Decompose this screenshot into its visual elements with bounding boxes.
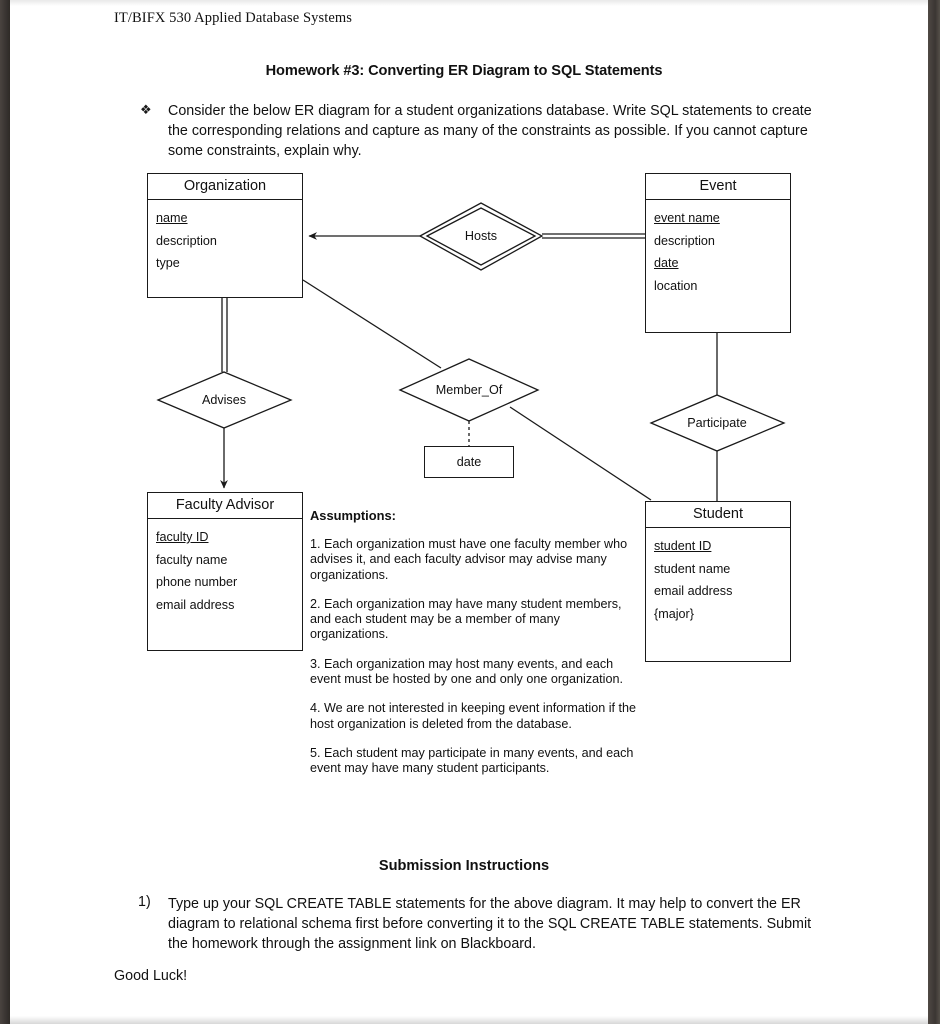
entity-faculty-advisor-title: Faculty Advisor [148, 493, 302, 519]
entity-student-title: Student [646, 502, 790, 528]
hosts-label: Hosts [464, 229, 498, 243]
assumption-item-4: 4. We are not interested in keeping event information if the host organization is deleted from the database. [310, 701, 636, 731]
attribute-name: name [156, 211, 188, 225]
viewer-right-edge [928, 0, 940, 1024]
assumptions-heading: Assumptions: [310, 508, 396, 523]
attribute-faculty-id: faculty ID [156, 530, 209, 544]
assumption-item-2: 2. Each organization may have many student members, and each student may be a member of many organizations. [310, 596, 622, 642]
entity-faculty-advisor-attributes [148, 519, 302, 623]
task-bullet [140, 101, 812, 161]
attribute-student-name: student name [654, 561, 731, 576]
attribute-student-id: student ID [654, 539, 712, 553]
attribute-event-location: location [654, 278, 698, 293]
attribute-faculty-name: faculty name [156, 552, 228, 567]
attribute-event-name: event name [654, 211, 720, 225]
entity-organization [147, 173, 303, 298]
advises-label: Advises [201, 393, 247, 407]
course-header: IT/BIFX 530 Applied Database Systems [114, 10, 352, 26]
attribute-phone-number: phone number [156, 575, 238, 590]
attribute-faculty-email-address: email address [156, 597, 235, 612]
attribute-event-date: date [654, 256, 679, 271]
entity-event [645, 173, 791, 333]
entity-student-attributes [646, 528, 790, 632]
entity-organization-attributes [148, 200, 302, 282]
submission-item-marker: 1) [138, 894, 151, 910]
entity-faculty-advisor [147, 492, 303, 651]
entity-organization-title: Organization [148, 174, 302, 200]
attribute-student-email-address: email address [654, 584, 733, 599]
assumption-item-3: 3. Each organization may host many events, and each event must be hosted by one and only one organization. [310, 656, 623, 687]
attribute-type: type [156, 256, 180, 271]
closing-text: Good Luck! [114, 968, 188, 984]
assumption-item-1: 1. Each organization must have one faculty member who advises it, and each faculty advisor may advise many organizations. [310, 537, 628, 582]
attribute-event-description: description [654, 233, 715, 248]
assumptions-block [310, 508, 640, 791]
edge-organization-member-of [303, 280, 441, 368]
submission-title: Submission Instructions [378, 858, 550, 874]
entity-student [645, 501, 791, 662]
participate-label: Participate [687, 416, 747, 430]
page-bottom-edge [10, 1016, 928, 1024]
entity-event-title: Event [646, 174, 790, 200]
attribute-student-major: {major} [654, 606, 694, 621]
submission-item [138, 894, 828, 954]
page-top-edge [10, 0, 928, 6]
attribute-description: description [156, 233, 217, 248]
assumption-item-5: 5. Each student may participate in many events, and each event may have many student participants. [310, 745, 634, 776]
edge-member-of-student [510, 407, 651, 500]
task-bullet-text: Consider the below ER diagram for a student organizations database. Write SQL statements to create the corresponding relations and capture as many of the constraints as possible. If you cannot capture some constraints, explain why. [168, 103, 812, 159]
submission-item-text: Type up your SQL CREATE TABLE statements for the above diagram. It may help to convert the ER diagram to relational schema first before converting it to the SQL CREATE TABLE statements. Submit the homework through the assignment link on Blackboard. [168, 896, 812, 952]
member-of-date-attribute: date [424, 446, 514, 478]
member-of-label: Member_Of [435, 383, 503, 397]
homework-title: Homework #3: Converting ER Diagram to SQL Statements [265, 63, 663, 79]
bullet-diamond-icon: ❖ [140, 103, 152, 118]
entity-event-attributes [646, 200, 790, 304]
